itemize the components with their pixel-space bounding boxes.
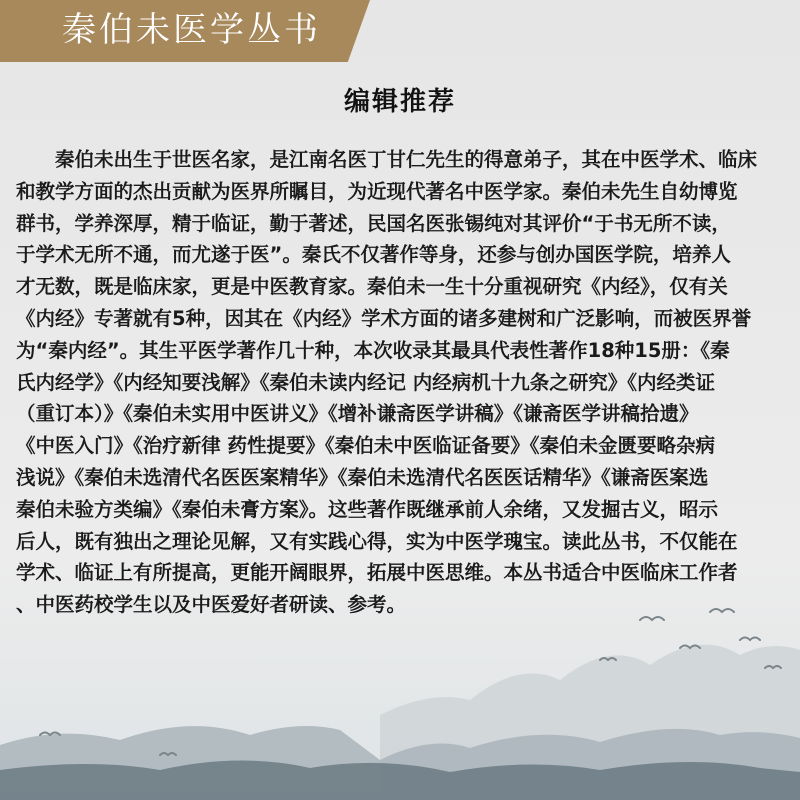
text-line: 于学术无所不通，而尤遂于医”。秦氏不仅著作等身，还参与创办国医学院，培养人 (16, 243, 731, 267)
text-line: （重订本）》《秦伯未实用中医讲义》《增补谦斋医学讲稿》《谦斋医学讲稿拾遗》 (16, 402, 699, 426)
text-line: 秦伯未验方类编》《秦伯未膏方案》。这些著作既继承前人余绪，又发掘古义，昭示 (16, 497, 719, 521)
section-heading: 编辑推荐 (343, 87, 456, 117)
text-line: 《内经》专著就有5种，因其在《内经》学术方面的诸多建树和广泛影响，而被医界誉 (16, 306, 752, 330)
recommendation-text (16, 144, 784, 764)
text-line: 后人，既有独出之理论见解，又有实践心得，实为中医学瑰宝。读此丛书，不仅能在 (16, 529, 738, 553)
text-line: 学术、临证上有所提高，更能开阔眼界，拓展中医思维。本丛书适合中医临床工作者 (16, 561, 738, 585)
text-line: 秦伯未出生于世医名家，是江南名医丁甘仁先生的得意弟子，其在中医学术、临床 (16, 148, 758, 171)
text-line: 浅说》《秦伯未选清代名医医案精华》《秦伯未选清代名医医话精华》《谦斋医案选 (16, 465, 709, 489)
text-line: 为“秦内经”。其生平医学著作几十种，本次收录其最具代表性著作18种15册：《秦 (16, 338, 730, 362)
text-line: 、中医药校学生以及中医爱好者研读、参考。 (16, 593, 407, 617)
text-line: 氏内经学》《内经知要浅解》《秦伯未读内经记 内经病机十九条之研究》《内经类证 (16, 370, 716, 394)
text-line: 群书，学养深厚，精于临证，勤于著述，民国名医张锡纯对其评价“于书无所不读， (16, 211, 731, 235)
mountain-near (0, 760, 800, 800)
text-line: 和教学方面的杰出贡献为医界所瞩目，为近现代著名中医学家。秦伯未先生自幼博览 (16, 179, 738, 203)
text-line: 才无数，既是临床家，更是中医教育家。秦伯未一生十分重视研究《内经》，仅有关 (16, 275, 728, 299)
text-line: 《中医入门》《治疗新律 药性提要》《秦伯未中医临证备要》《秦伯未金匮要略杂病 (16, 434, 716, 458)
series-title: 秦伯未医学丛书 (62, 10, 321, 50)
